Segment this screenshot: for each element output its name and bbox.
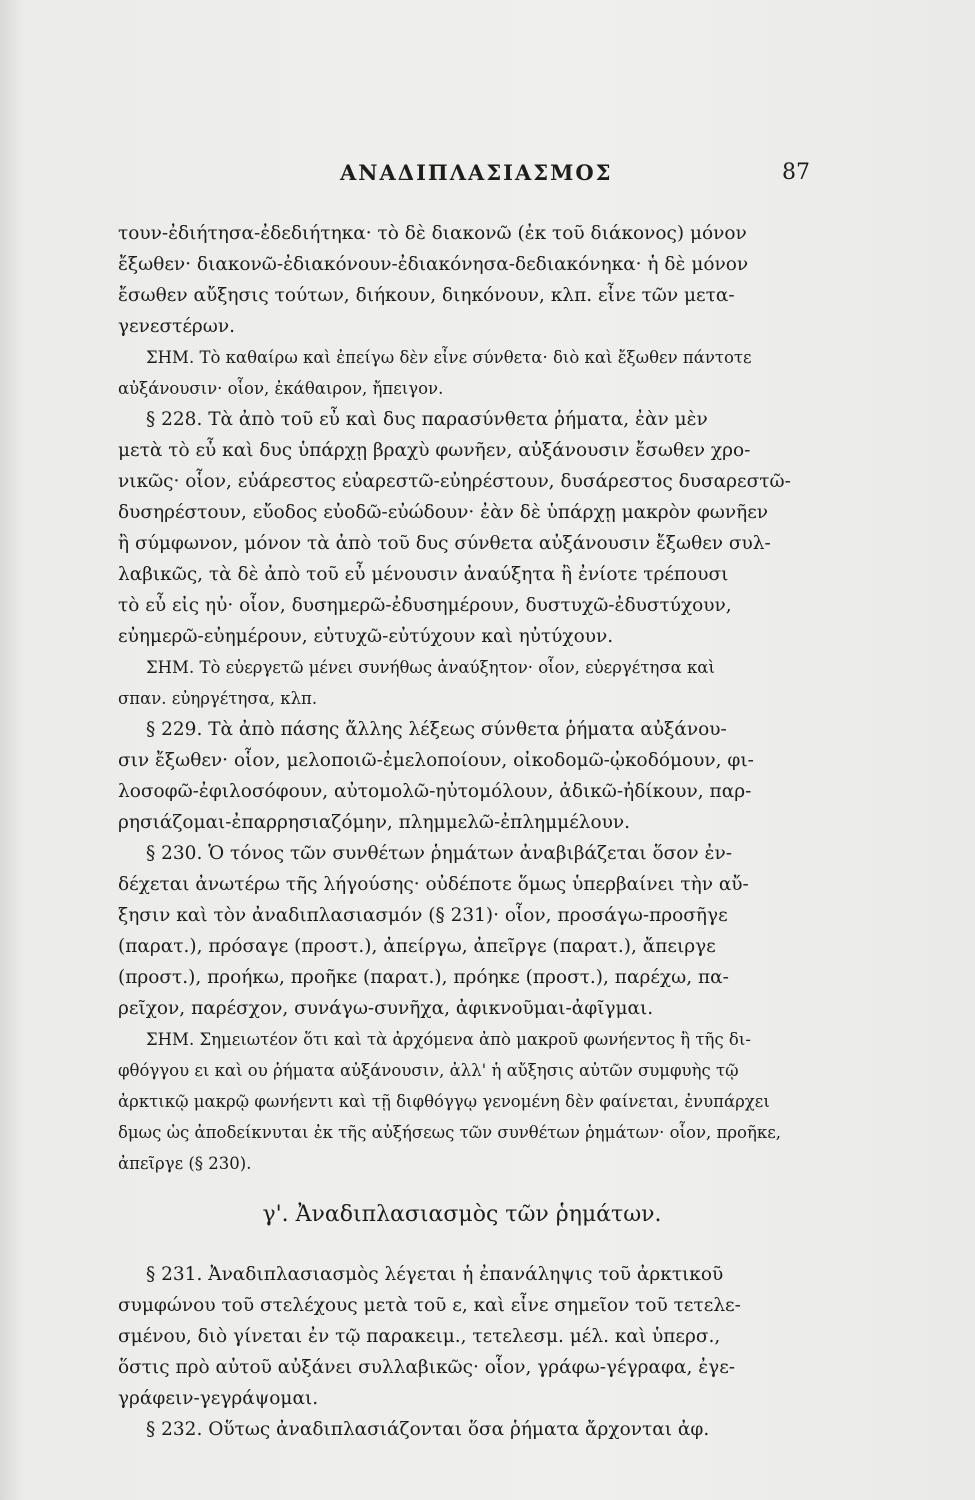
text-line: ἔξωθεν· διακονῶ-ἐδιακόνουν-ἐδιακόνησα-δεδιακόνηκα· ἡ δὲ μόνον — [118, 254, 749, 275]
note-line: ΣΗΜ. Σημειωτέον ὅτι καὶ τὰ ἀρχόμενα ἀπὸ μακροῦ φωνήεντος ἢ τῆς δι- — [146, 1030, 751, 1049]
text-line: γενεστέρων. — [118, 316, 236, 337]
text-line: τὸ εὖ εἰς ηὐ· οἷον, δυσημερῶ-ἐδυσημέρουν, δυστυχῶ-ἐδυστύχουν, — [118, 595, 732, 616]
page-header — [110, 160, 810, 196]
text-line: σπαν. εὐηργέτησα, κλπ. — [118, 689, 318, 708]
text-line: ἢ σύμφωνον, μόνον τὰ ἀπὸ τοῦ δυς σύνθετα αὐξάνουσιν ἔξωθεν συλ- — [118, 533, 771, 554]
text-line: σιν ἔξωθεν· οἷον, μελοποιῶ-ἐμελοποίουν, οἰκοδομῶ-ᾠκοδόμουν, φι- — [118, 750, 754, 771]
text-line: νικῶς· οἷον, εὐάρεστος εὐαρεστῶ-εὐηρέστουν, δυσάρεστος δυσαρεστῶ- — [118, 471, 791, 492]
text-line: αὐξάνουσιν· οἷον, ἐκάθαιρον, ἤπειγον. — [118, 379, 444, 398]
note-line: δμως ὡς ἀποδείκνυται ἐκ τῆς αὐξήσεως τῶν συνθέτων ῥημάτων· οἷον, προῆκε, — [118, 1123, 781, 1142]
text-line: ἔσωθεν αὔξησις τούτων, διήκουν, διηκόνουν, κλπ. εἶνε τῶν μετα- — [118, 285, 735, 306]
text-line: εὐημερῶ-εὐημέρουν, εὐτυχῶ-εὐτύχουν καὶ ηὐτύχουν. — [118, 626, 614, 647]
section-heading: γ'. Ἀναδιπλασιασμὸς τῶν ῥημάτων. — [262, 1202, 662, 1227]
text-line: δέχεται ἀνωτέρω τῆς λήγούσης· οὐδέποτε ὅμως ὑπερβαίνει τὴν αὔ- — [118, 874, 749, 895]
text-line: γράφειν-γεγράψομαι. — [118, 1388, 319, 1409]
text-line: (προστ.), προήκω, προῆκε (παρατ.), πρόηκε (προστ.), παρέχω, πα- — [118, 967, 729, 988]
running-title: ΑΝΑΔΙΠΛΑΣΙΑΣΜΟΣ — [340, 160, 613, 185]
text-line: ΣΗΜ. Τὸ εὐεργετῶ μένει συνήθως ἀναύξητον· οἷον, εὐεργέτησα καὶ — [146, 658, 715, 677]
text-line: § 230. Ὁ τόνος τῶν συνθέτων ῥημάτων ἀναβιβάζεται ὅσον ἐν- — [146, 843, 732, 864]
note-line: ἀπεῖργε (§ 230). — [118, 1154, 252, 1173]
text-line: § 231. Ἀναδιπλασιασμὸς λέγεται ἡ ἐπανάληψις τοῦ ἀρκτικοῦ — [146, 1264, 724, 1285]
note-line: φθόγγου ει καὶ ου ῥήματα αὐξάνουσιν, ἀλλ' ἡ αὔξησις αὐτῶν συμφυὴς τῷ — [118, 1061, 739, 1080]
text-line: λοσοφῶ-ἐφιλοσόφουν, αὐτομολῶ-ηὐτομόλουν, ἀδικῶ-ἠδίκουν, παρ- — [118, 781, 752, 802]
text-line: μετὰ τὸ εὖ καὶ δυς ὑπάρχῃ βραχὺ φωνῆεν, αὐξάνουσιν ἔσωθεν χρο- — [118, 440, 751, 461]
text-line: ΣΗΜ. Τὸ καθαίρω καὶ ἐπείγω δὲν εἶνε σύνθετα· διὸ καὶ ἔξωθεν πάντοτε — [146, 348, 752, 367]
text-line: λαβικῶς, τὰ δὲ ἀπὸ τοῦ εὖ μένουσιν ἀναύξητα ἢ ἐνίοτε τρέπουσι — [118, 564, 729, 585]
text-line: § 228. Τὰ ἀπὸ τοῦ εὖ καὶ δυς παρασύνθετα ῥήματα, ἐὰν μὲν — [146, 409, 708, 430]
text-line: δυσηρέστουν, εὔοδος εὐοδῶ-εὐώδουν· ἐὰν δὲ ὑπάρχῃ μακρὸν φωνῆεν — [118, 502, 769, 523]
note-line: ἀρκτικῷ μακρῷ φωνήεντι καὶ τῇ διφθόγγῳ γενομένη δὲν φαίνεται, ἐνυπάρχει — [118, 1092, 770, 1111]
text-line: ξησιν καὶ τὸν ἀναδιπλασιασμόν (§ 231)· οἷον, προσάγω-προσῆγε — [118, 905, 728, 926]
page-number: 87 — [782, 160, 810, 185]
body-text — [118, 218, 806, 1445]
text-line: (παρατ.), πρόσαγε (προστ.), ἀπείργω, ἀπεῖργε (παρατ.), ἄπειργε — [118, 936, 716, 957]
text-line: ρησιάζομαι-ἐπαρρησιαζόμην, πλημμελῶ-ἐπλημμέλουν. — [118, 812, 631, 833]
text-line: § 232. Οὕτως ἀναδιπλασιάζονται ὅσα ῥήματα ἄρχονται ἀφ. — [146, 1419, 710, 1440]
text-line: § 229. Τὰ ἀπὸ πάσης ἄλλης λέξεως σύνθετα ῥήματα αὐξάνου- — [146, 719, 727, 740]
text-line: συμφώνου τοῦ στελέχους μετὰ τοῦ ε, καὶ εἶνε σημεῖον τοῦ τετελε- — [118, 1295, 741, 1316]
text-line: ρεῖχον, παρέσχον, συνάγω-συνῆχα, ἀφικνοῦμαι-ἀφῖγμαι. — [118, 998, 654, 1019]
text-line: τουν-ἐδιήτησα-ἐδεδιήτηκα· τὸ δὲ διακονῶ (ἐκ τοῦ διάκονος) μόνον — [118, 223, 747, 244]
text-line: ὅστις πρὸ αὐτοῦ αὐξάνει συλλαβικῶς· οἷον, γράφω-γέγραφα, ἐγε- — [118, 1357, 736, 1378]
text-line: σμένου, διὸ γίνεται ἐν τῷ παρακειμ., τετελεσμ. μέλ. καὶ ὑπερσ., — [118, 1326, 721, 1347]
